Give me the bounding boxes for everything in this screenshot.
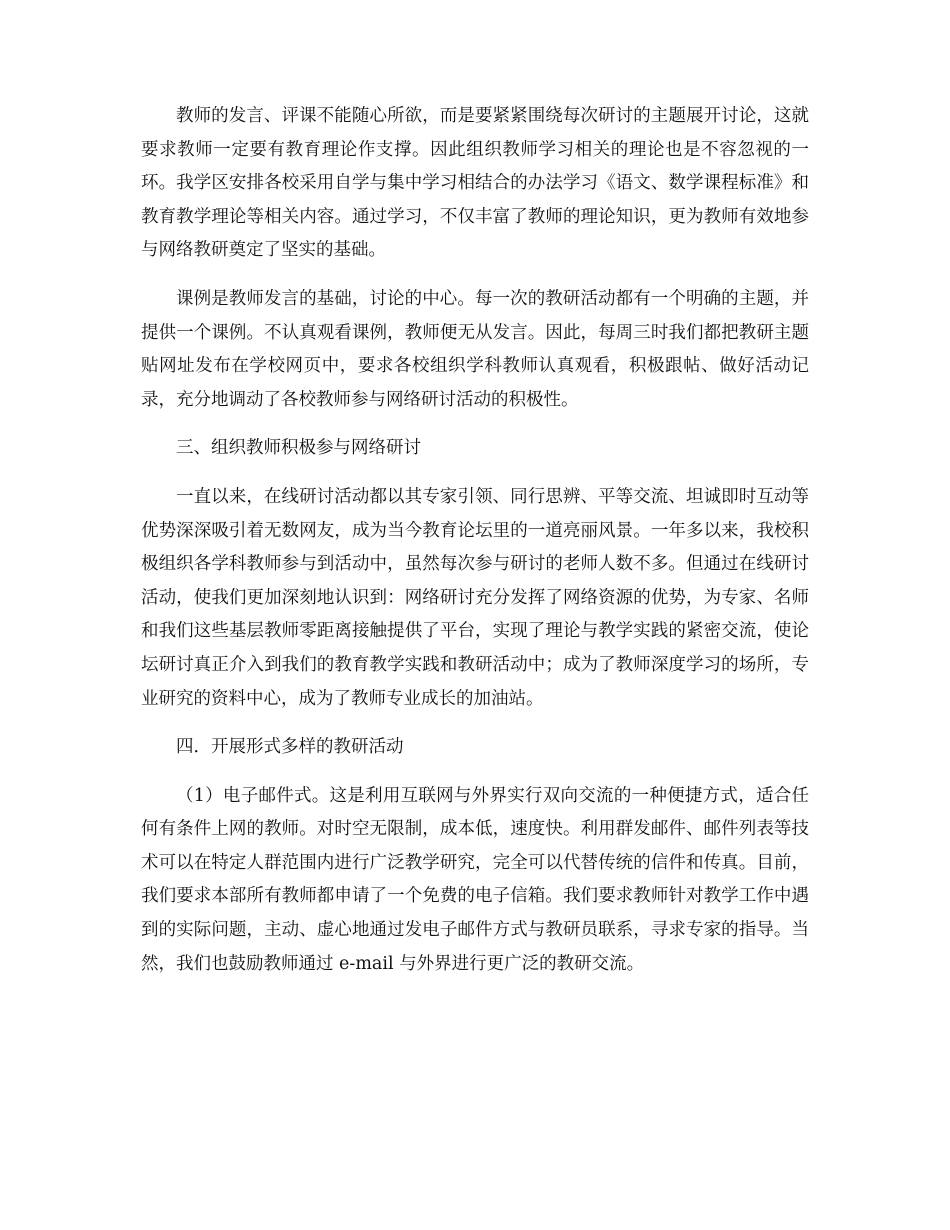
paragraph-email-method: （1）电子邮件式。这是利用互联网与外界实行双向交流的一种便捷方式，适合任何有条件上网的教师。对时空无限制，成本低，速度快。利用群发邮件、邮件列表等技术可以在特定人群范围内进行广泛教学研究，完全可以代替传统的信件和传真。目前，我们要求本部所有教师都申请了一个免费的电子信箱。我们要求教师针对教学工作中遇到的实际问题，主动、虚心地通过发电子邮件方式与教研员联系，寻求专家的指导。当然，我们也鼓励教师通过 e-mail 与外界进行更广泛的教研交流。: [141, 785, 809, 974]
paragraph-lesson-example: 课例是教师发言的基础，讨论的中心。每一次的教研活动都有一个明确的主题，并提供一个课例。不认真观看课例，教师便无从发言。因此，每周三时我们都把教研主题贴网址发布在学校网页中，要求各校组织学科教师认真观看，积极跟帖、做好活动记录，充分地调动了各校教师参与网络研讨活动的积极性。: [141, 288, 809, 410]
section-heading-3: 三、组织教师积极参与网络研讨: [176, 438, 421, 459]
paragraph-theory-study: 教师的发言、评课不能随心所欲，而是要紧紧围绕每次研讨的主题展开讨论，这就要求教师一定要有教育理论作支撑。因此组织教师学习相关的理论也是不容忽视的一环。我学区安排各校采用自学与集中学习相结合的办法学习《语文、数学课程标准》和教育教学理论等相关内容。通过学习，不仅丰富了教师的理论知识，更为教师有效地参与网络教研奠定了坚实的基础。: [141, 106, 809, 261]
section-heading-4: 四．开展形式多样的教研活动: [176, 737, 404, 758]
document-page: [141, 100, 809, 996]
paragraph-online-discussion: 一直以来，在线研讨活动都以其专家引领、同行思辨、平等交流、坦诚即时互动等优势深深吸引着无数网友，成为当今教育论坛里的一道亮丽风景。一年多以来，我校积极组织各学科教师参与到活动中，虽然每次参与研讨的老师人数不多。但通过在线研讨活动，使我们更加深刻地认识到：网络研讨充分发挥了网络资源的优势，为专家、名师和我们这些基层教师零距离接触提供了平台，实现了理论与教学实践的紧密交流，使论坛研讨真正介入到我们的教育教学实践和教研活动中；成为了教师深度学习的场所，专业研究的资料中心，成为了教师专业成长的加油站。: [141, 486, 809, 709]
